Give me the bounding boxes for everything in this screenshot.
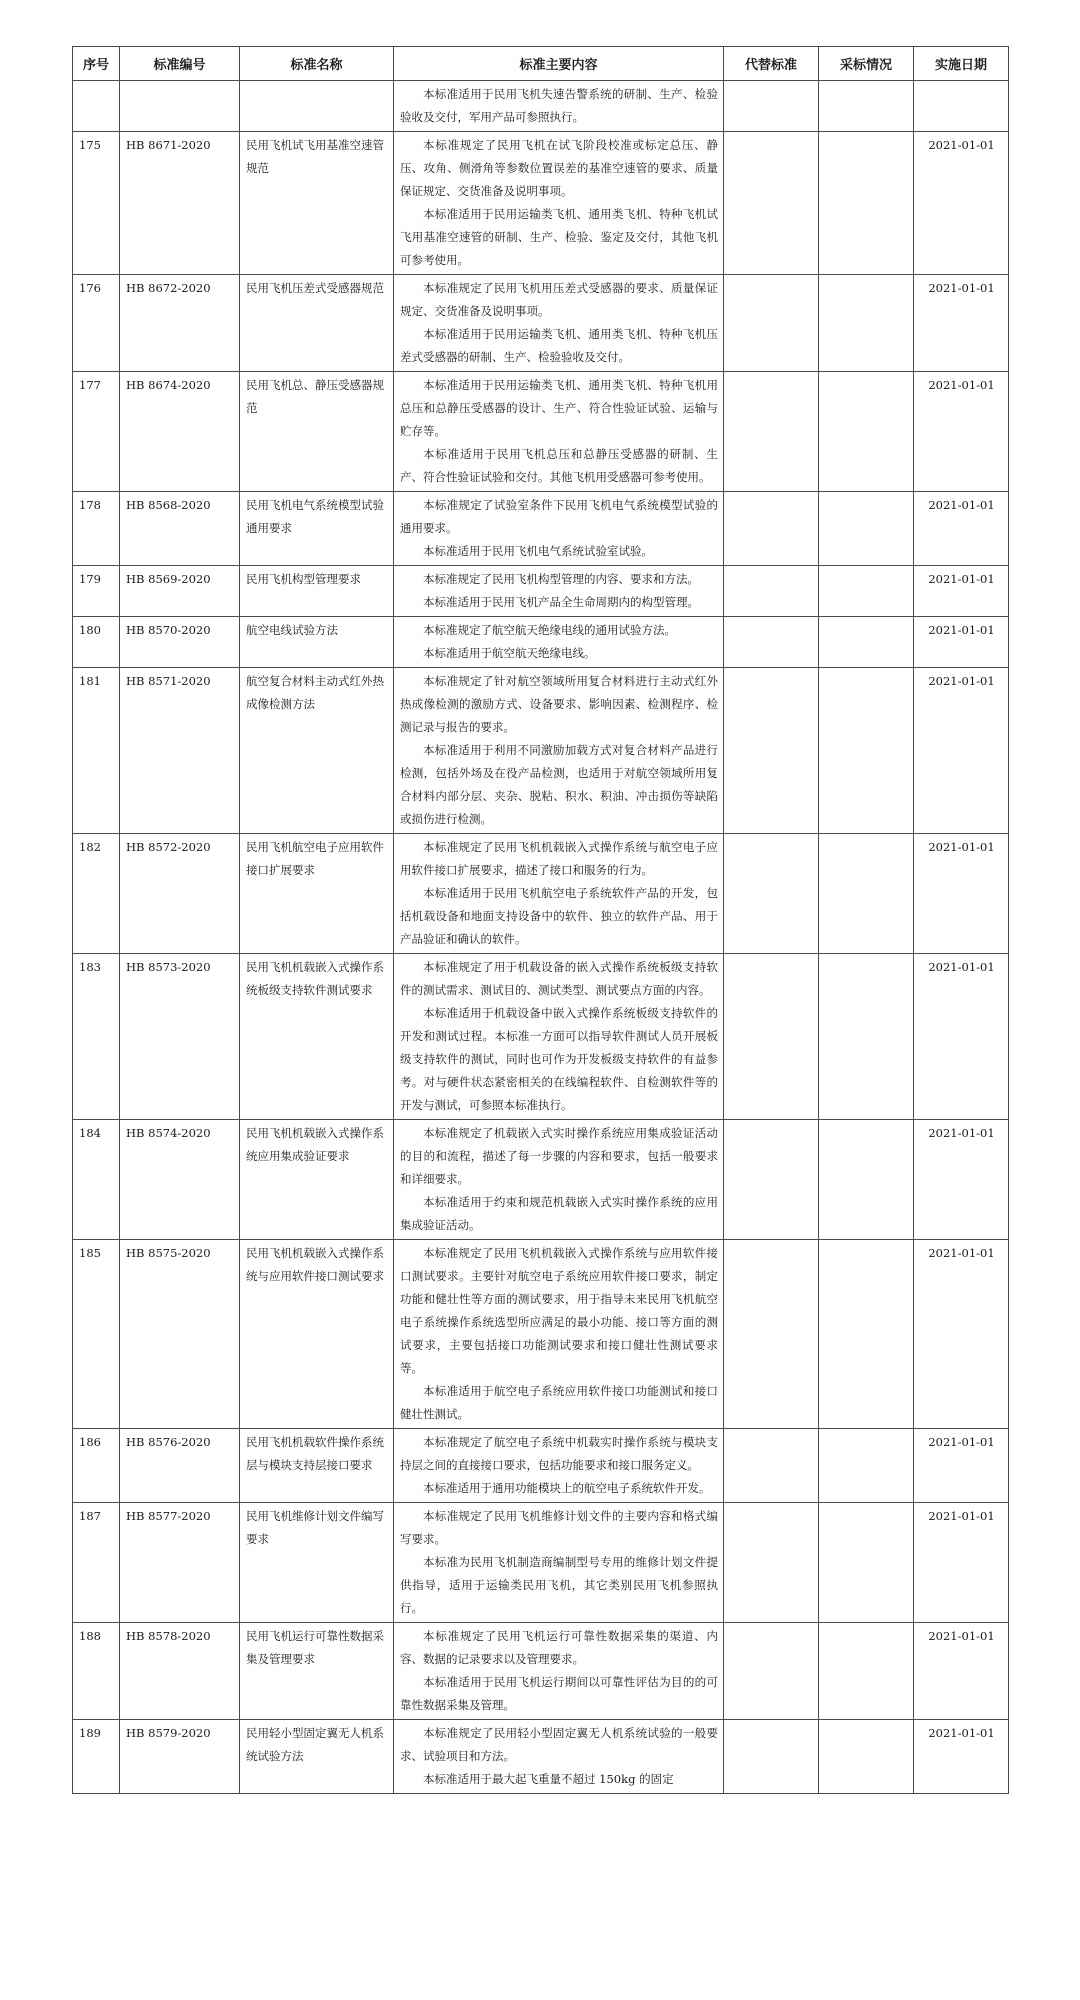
table-row	[73, 668, 1009, 834]
header-replaced-standard: 代替标准	[724, 47, 819, 81]
cell-standard-name: 民用飞机机载软件操作系统层与模块支持层接口要求	[240, 1429, 394, 1503]
content-paragraph: 本标准适用于民用飞机航空电子系统软件产品的开发，包括机载设备和地面支持设备中的软件、独立的软件产品、用于产品验证和确认的软件。	[400, 886, 718, 946]
cell-standard-name: 航空复合材料主动式红外热成像检测方法	[240, 668, 394, 834]
table-row	[73, 834, 1009, 954]
cell-adoption-status	[819, 1503, 914, 1623]
cell-standard-name: 民用飞机机载嵌入式操作系统与应用软件接口测试要求	[240, 1240, 394, 1429]
table-row	[73, 1623, 1009, 1720]
header-serial-number: 序号	[73, 47, 120, 81]
cell-standard-name: 民用轻小型固定翼无人机系统试验方法	[240, 1720, 394, 1794]
cell-standard-name: 民用飞机电气系统模型试验通用要求	[240, 492, 394, 566]
cell-serial-number: 189	[73, 1720, 120, 1794]
content-paragraph: 本标准适用于约束和规范机载嵌入式实时操作系统的应用集成验证活动。	[400, 1195, 718, 1232]
content-paragraph: 本标准适用于民用飞机产品全生命周期内的构型管理。	[423, 595, 699, 609]
cell-adoption-status	[819, 372, 914, 492]
content-paragraph: 本标准规定了机载嵌入式实时操作系统应用集成验证活动的目的和流程，描述了每一步骤的内容和要求，包括一般要求和详细要求。	[400, 1126, 718, 1186]
cell-standard-name: 民用飞机构型管理要求	[240, 566, 394, 617]
table-row	[73, 1503, 1009, 1623]
cell-main-content	[394, 275, 724, 372]
table-row	[73, 1120, 1009, 1240]
cell-replaced-standard	[724, 954, 819, 1120]
content-paragraph: 本标准规定了民用飞机运行可靠性数据采集的渠道、内容、数据的记录要求以及管理要求。	[400, 1629, 718, 1666]
cell-adoption-status	[819, 668, 914, 834]
cell-replaced-standard	[724, 1623, 819, 1720]
cell-replaced-standard	[724, 566, 819, 617]
content-paragraph: 本标准规定了针对航空领域所用复合材料进行主动式红外热成像检测的激励方式、设备要求、影响因素、检测程序、检测记录与报告的要求。	[400, 674, 718, 734]
cell-adoption-status	[819, 492, 914, 566]
cell-replaced-standard	[724, 617, 819, 668]
cell-serial-number: 180	[73, 617, 120, 668]
cell-effective-date: 2021-01-01	[914, 834, 1009, 954]
cell-effective-date	[914, 81, 1009, 132]
cell-main-content	[394, 132, 724, 275]
cell-serial-number: 183	[73, 954, 120, 1120]
cell-standard-name: 民用飞机维修计划文件编写要求	[240, 1503, 394, 1623]
cell-standard-code: HB 8572-2020	[120, 834, 240, 954]
content-paragraph: 本标准适用于民用运输类飞机、通用类飞机、特种飞机用总压和总静压受感器的设计、生产、符合性验证试验、运输与贮存等。	[400, 378, 718, 438]
cell-serial-number: 175	[73, 132, 120, 275]
cell-standard-name: 民用飞机运行可靠性数据采集及管理要求	[240, 1623, 394, 1720]
cell-effective-date: 2021-01-01	[914, 1623, 1009, 1720]
cell-main-content	[394, 954, 724, 1120]
cell-standard-code: HB 8671-2020	[120, 132, 240, 275]
cell-standard-code	[120, 81, 240, 132]
cell-replaced-standard	[724, 834, 819, 954]
table-row	[73, 492, 1009, 566]
cell-main-content	[394, 617, 724, 668]
cell-replaced-standard	[724, 1429, 819, 1503]
cell-standard-name: 民用飞机机载嵌入式操作系统应用集成验证要求	[240, 1120, 394, 1240]
cell-serial-number: 179	[73, 566, 120, 617]
cell-effective-date: 2021-01-01	[914, 617, 1009, 668]
cell-effective-date: 2021-01-01	[914, 1720, 1009, 1794]
cell-main-content	[394, 834, 724, 954]
content-paragraph: 本标准适用于利用不同激励加载方式对复合材料产品进行检测，包括外场及在役产品检测，也适用于对航空领域所用复合材料内部分层、夹杂、脱粘、积水、积油、冲击损伤等缺陷或损伤进行检测。	[400, 743, 718, 826]
content-paragraph: 本标准适用于通用功能模块上的航空电子系统软件开发。	[423, 1481, 711, 1495]
cell-effective-date: 2021-01-01	[914, 372, 1009, 492]
cell-main-content	[394, 668, 724, 834]
header-adoption-status: 采标情况	[819, 47, 914, 81]
table-row	[73, 566, 1009, 617]
content-paragraph: 本标准适用于民用运输类飞机、通用类飞机、特种飞机压差式受感器的研制、生产、检验验收及交付。	[400, 327, 718, 364]
cell-serial-number: 177	[73, 372, 120, 492]
cell-standard-name	[240, 81, 394, 132]
cell-effective-date: 2021-01-01	[914, 954, 1009, 1120]
cell-standard-code: HB 8576-2020	[120, 1429, 240, 1503]
table-row	[73, 954, 1009, 1120]
content-paragraph: 本标准适用于民用飞机电气系统试验室试验。	[423, 544, 653, 558]
cell-main-content	[394, 81, 724, 132]
cell-serial-number: 176	[73, 275, 120, 372]
content-paragraph: 本标准适用于民用飞机运行期间以可靠性评估为目的的可靠性数据采集及管理。	[400, 1675, 718, 1712]
cell-serial-number: 181	[73, 668, 120, 834]
cell-effective-date: 2021-01-01	[914, 1240, 1009, 1429]
cell-standard-name: 民用飞机航空电子应用软件接口扩展要求	[240, 834, 394, 954]
table-row	[73, 132, 1009, 275]
cell-standard-code: HB 8574-2020	[120, 1120, 240, 1240]
cell-replaced-standard	[724, 1503, 819, 1623]
table-row	[73, 1240, 1009, 1429]
cell-main-content	[394, 1240, 724, 1429]
content-paragraph: 本标准适用于最大起飞重量不超过 150kg 的固定	[423, 1772, 674, 1786]
content-paragraph: 本标准规定了民用飞机在试飞阶段校准或标定总压、静压、攻角、侧滑角等参数位置误差的基准空速管的要求、质量保证规定、交货准备及说明事项。	[400, 138, 718, 198]
cell-replaced-standard	[724, 1240, 819, 1429]
cell-standard-code: HB 8577-2020	[120, 1503, 240, 1623]
cell-serial-number: 186	[73, 1429, 120, 1503]
cell-effective-date: 2021-01-01	[914, 1120, 1009, 1240]
cell-main-content	[394, 1429, 724, 1503]
cell-standard-code: HB 8674-2020	[120, 372, 240, 492]
content-paragraph: 本标准规定了航空航天绝缘电线的通用试验方法。	[423, 623, 676, 637]
standards-table	[72, 46, 1009, 1794]
content-paragraph: 本标准规定了试验室条件下民用飞机电气系统模型试验的通用要求。	[400, 498, 718, 535]
table-row	[73, 275, 1009, 372]
cell-serial-number	[73, 81, 120, 132]
cell-adoption-status	[819, 834, 914, 954]
content-paragraph: 本标准规定了民用飞机维修计划文件的主要内容和格式编写要求。	[400, 1509, 718, 1546]
table-row	[73, 1429, 1009, 1503]
cell-standard-name: 民用飞机试飞用基准空速管规范	[240, 132, 394, 275]
content-paragraph: 本标准适用于民用运输类飞机、通用类飞机、特种飞机试飞用基准空速管的研制、生产、检验、鉴定及交付，其他飞机可参考使用。	[400, 207, 718, 267]
cell-adoption-status	[819, 1623, 914, 1720]
cell-replaced-standard	[724, 372, 819, 492]
cell-adoption-status	[819, 1720, 914, 1794]
cell-replaced-standard	[724, 81, 819, 132]
cell-standard-code: HB 8575-2020	[120, 1240, 240, 1429]
cell-standard-code: HB 8571-2020	[120, 668, 240, 834]
cell-replaced-standard	[724, 492, 819, 566]
cell-main-content	[394, 1120, 724, 1240]
cell-serial-number: 185	[73, 1240, 120, 1429]
content-paragraph: 本标准规定了民用飞机用压差式受感器的要求、质量保证规定、交货准备及说明事项。	[400, 281, 718, 318]
cell-standard-code: HB 8672-2020	[120, 275, 240, 372]
cell-adoption-status	[819, 275, 914, 372]
cell-effective-date: 2021-01-01	[914, 1503, 1009, 1623]
cell-effective-date: 2021-01-01	[914, 1429, 1009, 1503]
cell-serial-number: 188	[73, 1623, 120, 1720]
cell-effective-date: 2021-01-01	[914, 492, 1009, 566]
content-paragraph: 本标准规定了民用轻小型固定翼无人机系统试验的一般要求、试验项目和方法。	[400, 1726, 718, 1763]
content-paragraph: 本标准适用于航空电子系统应用软件接口功能测试和接口健壮性测试。	[400, 1384, 718, 1421]
cell-standard-name: 民用飞机压差式受感器规范	[240, 275, 394, 372]
content-paragraph: 本标准适用于航空航天绝缘电线。	[423, 646, 596, 660]
table-row	[73, 1720, 1009, 1794]
content-paragraph: 本标准适用于民用飞机总压和总静压受感器的研制、生产、符合性验证试验和交付。其他飞机用受感器可参考使用。	[400, 447, 718, 484]
cell-standard-code: HB 8568-2020	[120, 492, 240, 566]
cell-replaced-standard	[724, 1720, 819, 1794]
content-paragraph: 本标准为民用飞机制造商编制型号专用的维修计划文件提供指导，适用于运输类民用飞机，其它类别民用飞机参照执行。	[400, 1555, 718, 1615]
table-row	[73, 372, 1009, 492]
cell-main-content	[394, 1720, 724, 1794]
cell-effective-date: 2021-01-01	[914, 566, 1009, 617]
cell-standard-name: 民用飞机总、静压受感器规范	[240, 372, 394, 492]
cell-effective-date: 2021-01-01	[914, 275, 1009, 372]
cell-standard-name: 民用飞机机载嵌入式操作系统板级支持软件测试要求	[240, 954, 394, 1120]
cell-effective-date: 2021-01-01	[914, 132, 1009, 275]
cell-standard-code: HB 8573-2020	[120, 954, 240, 1120]
content-paragraph: 本标准规定了民用飞机机载嵌入式操作系统与航空电子应用软件接口扩展要求，描述了接口和服务的行为。	[400, 840, 718, 877]
cell-replaced-standard	[724, 1120, 819, 1240]
cell-serial-number: 178	[73, 492, 120, 566]
cell-standard-code: HB 8579-2020	[120, 1720, 240, 1794]
content-paragraph: 本标准适用于民用飞机失速告警系统的研制、生产、检验验收及交付，军用产品可参照执行。	[400, 87, 718, 124]
cell-adoption-status	[819, 617, 914, 668]
cell-standard-code: HB 8569-2020	[120, 566, 240, 617]
content-paragraph: 本标准规定了民用飞机机载嵌入式操作系统与应用软件接口测试要求。主要针对航空电子系统应用软件接口要求，制定功能和健壮性等方面的测试要求，用于指导未来民用飞机航空电子系统操作系统选型所应满足的最小功能、接口等方面的测试要求，主要包括接口功能测试要求和接口健壮性测试要求等。	[400, 1246, 718, 1375]
header-standard-name: 标准名称	[240, 47, 394, 81]
content-paragraph: 本标准规定了航空电子系统中机载实时操作系统与模块支持层之间的直接接口要求，包括功能要求和接口服务定义。	[400, 1435, 718, 1472]
cell-standard-code: HB 8570-2020	[120, 617, 240, 668]
cell-serial-number: 182	[73, 834, 120, 954]
cell-adoption-status	[819, 954, 914, 1120]
header-effective-date: 实施日期	[914, 47, 1009, 81]
content-paragraph: 本标准适用于机载设备中嵌入式操作系统板级支持软件的开发和测试过程。本标准一方面可以指导软件测试人员开展板级支持软件的测试，同时也可作为开发板级支持软件的有益参考。对与硬件状态紧密相关的在线编程软件、自检测软件等的开发与测试，可参照本标准执行。	[400, 1006, 718, 1112]
cell-adoption-status	[819, 81, 914, 132]
cell-serial-number: 184	[73, 1120, 120, 1240]
cell-adoption-status	[819, 132, 914, 275]
content-paragraph: 本标准规定了用于机载设备的嵌入式操作系统板级支持软件的测试需求、测试目的、测试类型、测试要点方面的内容。	[400, 960, 718, 997]
cell-standard-name: 航空电线试验方法	[240, 617, 394, 668]
header-standard-code: 标准编号	[120, 47, 240, 81]
cell-main-content	[394, 1623, 724, 1720]
cell-main-content	[394, 1503, 724, 1623]
cell-replaced-standard	[724, 668, 819, 834]
cell-replaced-standard	[724, 275, 819, 372]
cell-standard-code: HB 8578-2020	[120, 1623, 240, 1720]
cell-serial-number: 187	[73, 1503, 120, 1623]
table-header-row	[73, 47, 1009, 81]
cell-main-content	[394, 372, 724, 492]
cell-main-content	[394, 492, 724, 566]
cell-effective-date: 2021-01-01	[914, 668, 1009, 834]
cell-adoption-status	[819, 1429, 914, 1503]
table-row	[73, 617, 1009, 668]
content-paragraph: 本标准规定了民用飞机构型管理的内容、要求和方法。	[423, 572, 699, 586]
cell-adoption-status	[819, 566, 914, 617]
cell-adoption-status	[819, 1240, 914, 1429]
cell-main-content	[394, 566, 724, 617]
header-main-content: 标准主要内容	[394, 47, 724, 81]
cell-adoption-status	[819, 1120, 914, 1240]
cell-replaced-standard	[724, 132, 819, 275]
continuation-row	[73, 81, 1009, 132]
